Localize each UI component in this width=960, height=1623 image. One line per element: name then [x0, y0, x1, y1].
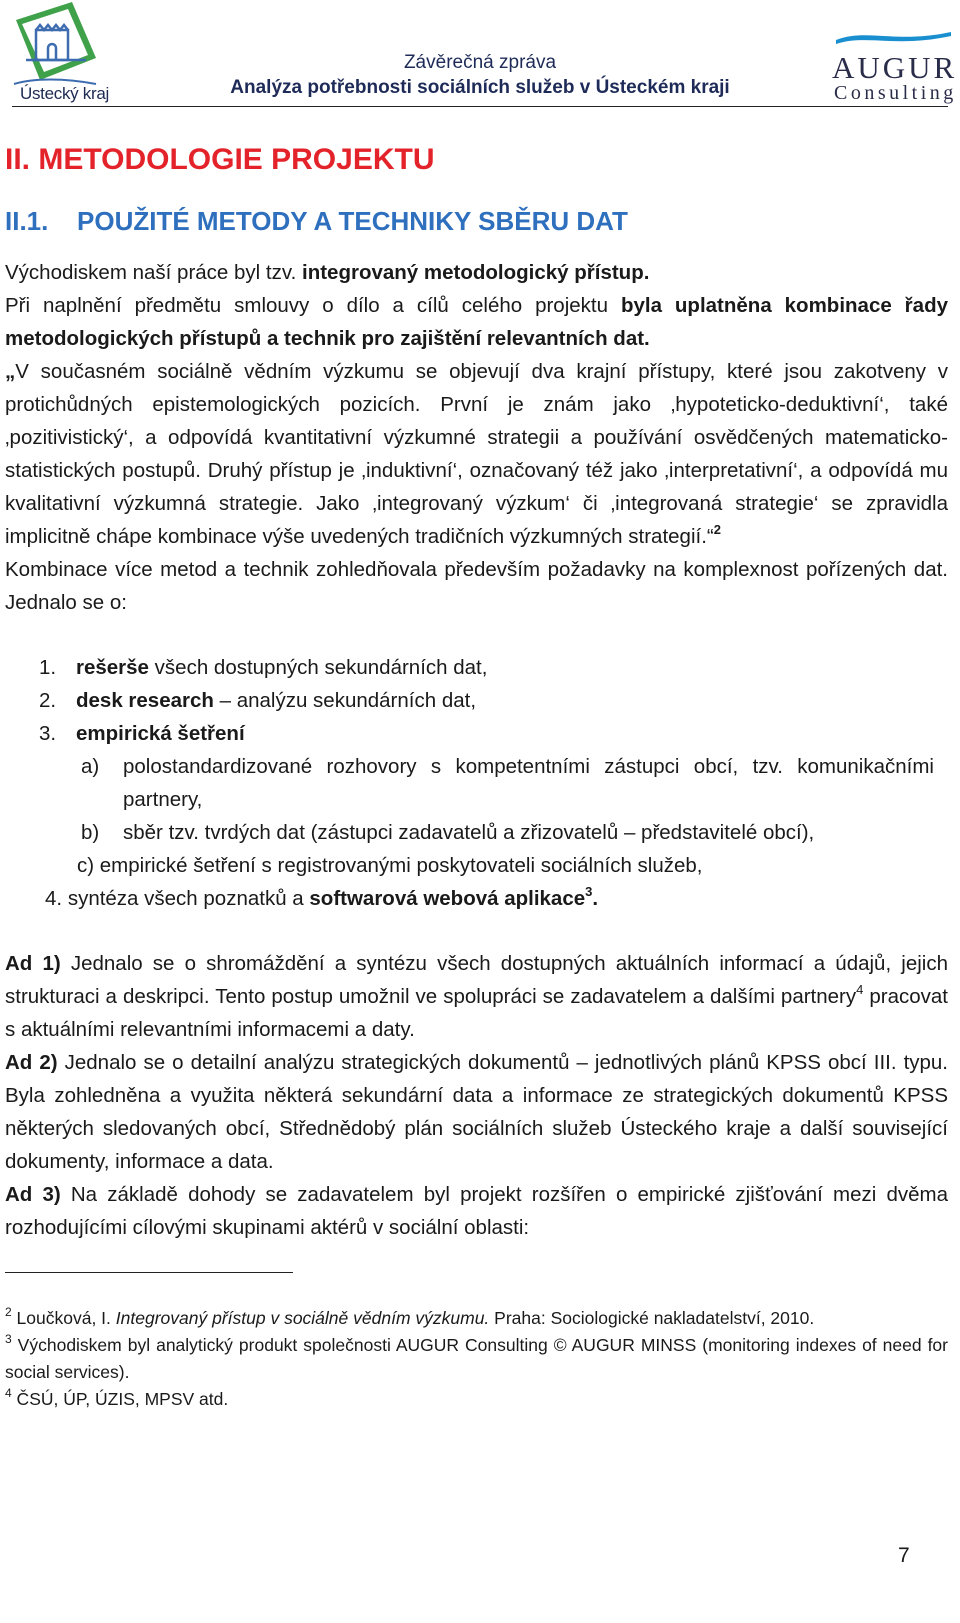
- augur-logo-text: AUGUR: [832, 50, 958, 85]
- ad-text: Na základě dohody se zadavatelem byl projekt rozšířen o empirické zjišťování mezi dvěma rozhodujícími cílovými skupinami aktérů v sociální oblasti:: [5, 1183, 948, 1239]
- list-item: [5, 882, 948, 915]
- intro-paragraph-2: [5, 289, 948, 355]
- ad1-paragraph: [5, 947, 948, 1046]
- report-title: Analýza potřebnosti sociálních služeb v Ústeckém kraji: [230, 77, 730, 98]
- footnote-title: Integrovaný přístup v sociálně vědním výzkumu.: [115, 1308, 490, 1328]
- ad-label: Ad 1): [5, 952, 61, 975]
- sublist-text: empirické šetření s registrovanými poskytovateli sociálních služeb,: [99, 854, 703, 877]
- ad3-paragraph: [5, 1178, 948, 1244]
- footnote: [5, 1386, 948, 1413]
- methods-list: [5, 651, 948, 915]
- intro-emphasis: byla uplatněna kombinace řady metodologických přístupů a technik pro zajištění relevantních dat.: [5, 294, 948, 350]
- sublist-letter: a): [81, 755, 100, 778]
- intro-emphasis: integrovaný metodologický přístup.: [302, 261, 650, 284]
- list-item-bold: softwarová webová aplikace: [309, 887, 586, 910]
- quote-text: V současném sociálně vědním výzkumu se objevují dva krajní přístupy, které jsou zakotveny v protichůdných epistemologických pozicích. První je znám jako ‚hypoteticko-deduktivní‘, také ‚pozitivistický‘, a odpovídá kvantitativní výzkumné strategii a používání osvědčených matematicko-statistických postupů. Druhý přístup je ‚induktivní‘, označovaný též jako ‚interpretativní‘, a odpovídá mu kvalitativní výzkumná strategie. Jako ‚integrovaný výzkum‘ či ‚integrovaná strategie‘ se zpravidla implicitně chápe kombinace výše uvedených tradičních výzkumných strategií.“: [5, 360, 948, 548]
- footnote-ref: 2: [713, 522, 721, 537]
- list-item-bold: empirická šetření: [76, 722, 245, 745]
- list-item-end: .: [592, 887, 599, 910]
- page-header: [0, 0, 960, 108]
- logo-left-text: Ústecký kraj: [20, 84, 109, 103]
- sublist-text: polostandardizované rozhovory s kompetentními zástupci obcí, tzv. komunikačními partnery,: [123, 755, 934, 811]
- report-type: Závěrečná zpráva: [403, 52, 557, 73]
- chapter-title: II. METODOLOGIE PROJEKTU: [5, 143, 435, 176]
- footnote-text: ČSÚ, ÚP, ÚZIS, MPSV atd.: [11, 1389, 229, 1409]
- quote-paragraph: [5, 355, 948, 553]
- sublist-item: [5, 750, 948, 816]
- sublist-item: [5, 849, 948, 882]
- footnote-text: Východiskem byl analytický produkt společnosti AUGUR Consulting © AUGUR MINSS (monitoring indexes of need for social services).: [5, 1335, 948, 1382]
- sublist-item: [5, 816, 948, 849]
- list-number: 4.: [45, 887, 63, 910]
- ad-label: Ad 2): [5, 1051, 58, 1074]
- ad2-paragraph: [5, 1046, 948, 1178]
- ad-text: pracovat s aktuálními relevantními informacemi a daty.: [5, 985, 948, 1041]
- list-item-bold: desk research: [76, 689, 214, 712]
- list-item-bold: rešerše: [76, 656, 149, 679]
- ad-label: Ad 3): [5, 1183, 61, 1206]
- footnote-number: 4: [5, 1386, 12, 1400]
- ad-text: Jednalo se o shromáždění a syntézu všech dostupných aktuálních informací a údajů, jejich strukturaci a deskripci. Tento postup umožnil ve spolupráci se zadavatelem a dalšími partnery: [5, 952, 949, 1008]
- footnote-number: 3: [5, 1332, 12, 1346]
- list-item: [5, 684, 948, 717]
- page-content: [5, 140, 948, 1413]
- page-number: 7: [898, 1544, 910, 1567]
- intro-paragraph-1: [5, 256, 948, 289]
- footnote-text: Loučková, I.: [11, 1308, 116, 1328]
- footnote-number: 2: [5, 1305, 12, 1319]
- sublist-text: sběr tzv. tvrdých dat (zástupci zadavatelů a zřizovatelů – představitelé obcí),: [123, 821, 815, 844]
- quote-mark: „: [5, 360, 16, 383]
- intro-text: Východiskem naší práce byl tzv.: [5, 261, 302, 284]
- footnote-divider: [5, 1272, 293, 1273]
- methods-paragraph: Kombinace více metod a technik zohledňovala především požadavky na komplexnost pořízených dat. Jednalo se o:: [5, 558, 948, 614]
- list-item-text: syntéza všech poznatků a: [67, 887, 310, 910]
- footnote: [5, 1305, 948, 1332]
- list-item-text: všech dostupných sekundárních dat,: [148, 656, 488, 679]
- sublist-letter: b): [81, 821, 100, 844]
- footnote: [5, 1332, 948, 1386]
- footnote-ref: 3: [585, 884, 593, 899]
- section-title: [5, 204, 948, 238]
- section-title-text: POUŽITÉ METODY A TECHNIKY SBĚRU DAT: [77, 206, 628, 236]
- list-item: [5, 651, 948, 684]
- header-divider: [12, 106, 948, 107]
- consulting-logo-text: Consulting: [834, 82, 957, 104]
- footnote-ref: 4: [856, 982, 864, 997]
- header-title: [180, 50, 780, 100]
- ad-text: Jednalo se o detailní analýzu strategických dokumentů – jednotlivých plánů KPSS obcí III. typu. Byla zohledněna a využita některá sekundární data a informace ze strategických dokumentů KPSS některých sledovaných obcí, Střednědobý plán sociálních služeb Ústeckého kraje a další související dokumenty, informace a data.: [5, 1051, 949, 1173]
- list-item: [5, 717, 948, 750]
- list-number: 1.: [39, 656, 57, 679]
- sublist-letter: c): [77, 854, 95, 877]
- list-item-text: – analýzu sekundárních dat,: [213, 689, 477, 712]
- footnote-text: Praha: Sociologické nakladatelství, 2010.: [489, 1308, 815, 1328]
- list-number: 2.: [39, 689, 57, 712]
- intro-text: Při naplnění předmětu smlouvy o dílo a cílů celého projektu: [5, 294, 621, 317]
- section-number: II.1.: [5, 206, 49, 236]
- list-number: 3.: [39, 722, 57, 745]
